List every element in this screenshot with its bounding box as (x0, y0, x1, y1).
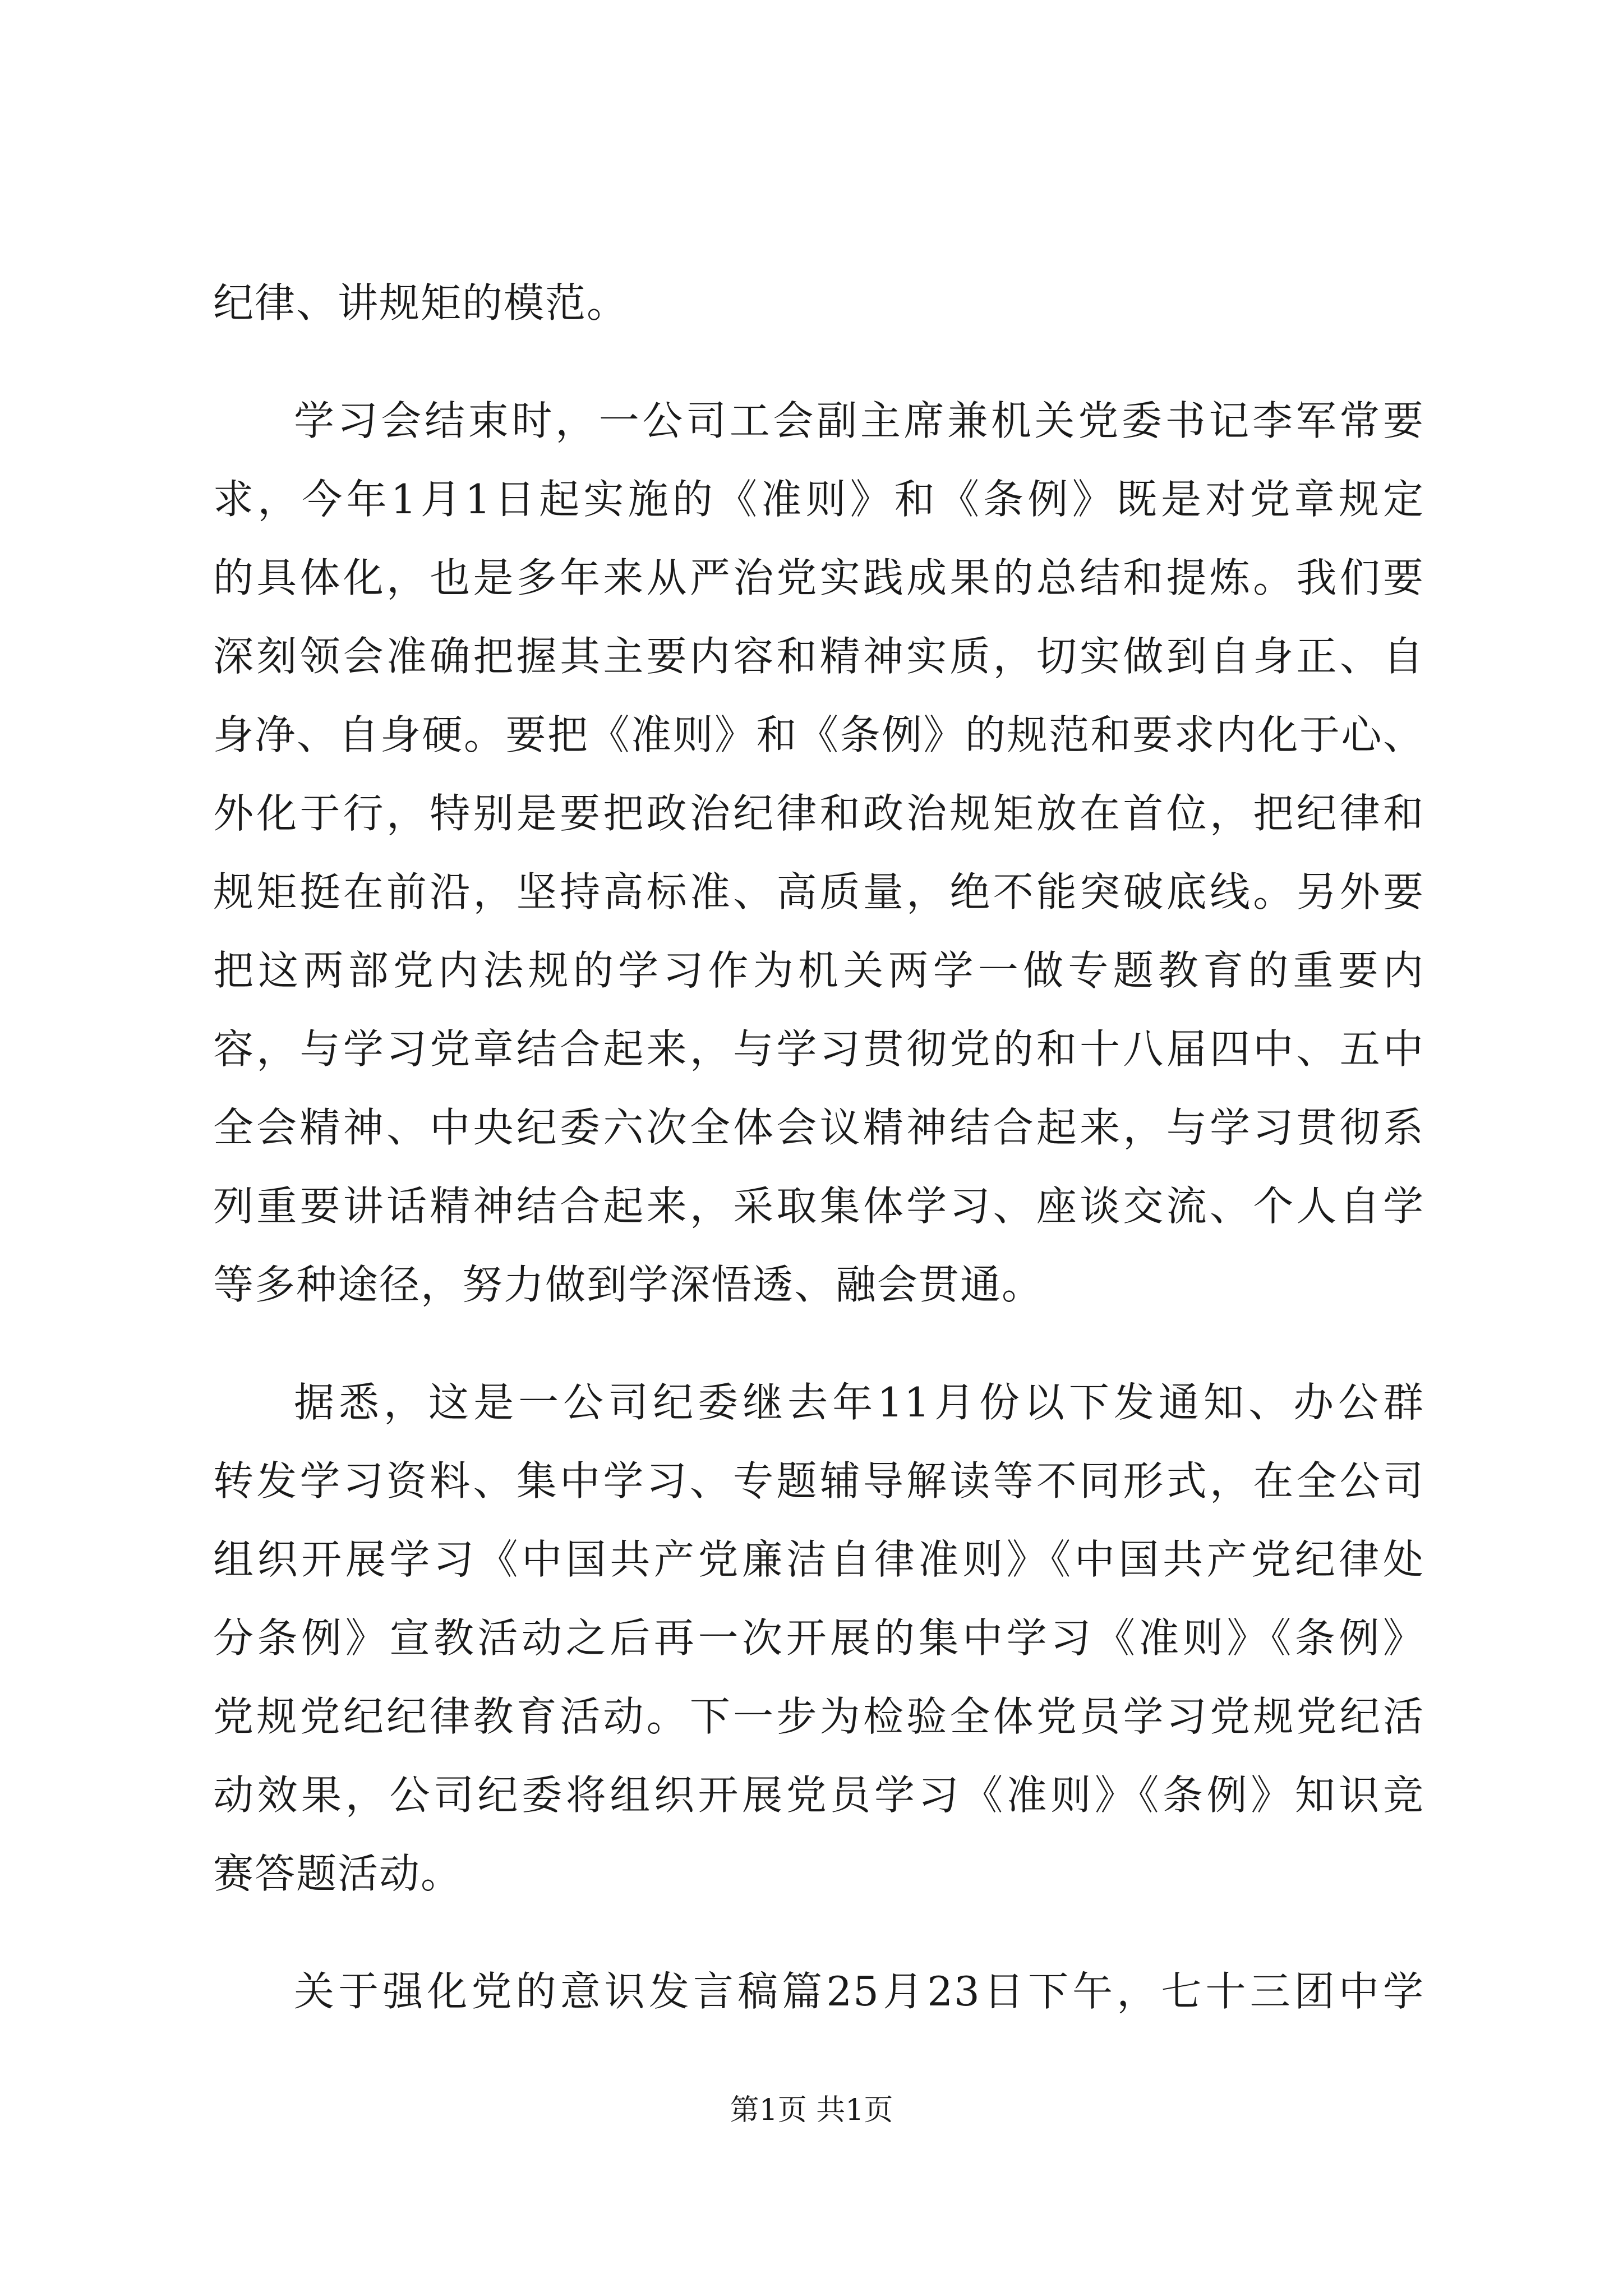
text-line: 外化于行，特别是要把政治纪律和政治规矩放在首位，把纪律和 (213, 790, 1424, 837)
text-line: 把这两部党内法规的学习作为机关两学一做专题教育的重要内 (213, 947, 1424, 994)
page-footer: 第1页 共1页 (730, 2093, 893, 2127)
text-line: 容，与学习党章结合起来，与学习贯彻党的和十八届四中、五中 (213, 1025, 1424, 1073)
text-line: 求，今年1月1日起实施的《准则》和《条例》既是对党章规定 (213, 476, 1424, 523)
text-line: 赛答题活动。 (213, 1850, 463, 1897)
text-line: 转发学习资料、集中学习、专题辅导解读等不同形式，在全公司 (213, 1457, 1424, 1504)
text-line: 学习会结束时，一公司工会副主席兼机关党委书记李军常要 (294, 397, 1424, 444)
text-line: 的具体化，也是多年来从严治党实践成果的总结和提炼。我们要 (213, 554, 1424, 601)
text-line: 关于强化党的意识发言稿篇25月23日下午，七十三团中学 (294, 1968, 1424, 2015)
text-line: 全会精神、中央纪委六次全体会议精神结合起来，与学习贯彻系 (213, 1104, 1424, 1151)
text-line: 等多种途径，努力做到学深悟透、融会贯通。 (213, 1261, 1044, 1308)
text-line: 身净、自身硬。要把《准则》和《条例》的规范和要求内化于心、 (213, 711, 1424, 758)
text-line: 规矩挺在前沿，坚持高标准、高质量，绝不能突破底线。另外要 (213, 868, 1424, 915)
text-line: 深刻领会准确把握其主要内容和精神实质，切实做到自身正、自 (213, 633, 1424, 680)
text-line: 纪律、讲规矩的模范。 (213, 279, 629, 326)
text-line: 动效果，公司纪委将组织开展党员学习《准则》《条例》知识竞 (213, 1772, 1424, 1819)
text-line: 据悉，这是一公司纪委继去年11月份以下发通知、办公群 (294, 1379, 1424, 1426)
text-line: 分条例》宣教活动之后再一次开展的集中学习《准则》《条例》 (213, 1614, 1424, 1662)
text-line: 党规党纪纪律教育活动。下一步为检验全体党员学习党规党纪活 (213, 1693, 1424, 1740)
text-line: 组织开展学习《中国共产党廉洁自律准则》《中国共产党纪律处 (213, 1536, 1424, 1583)
text-line: 列重要讲话精神结合起来，采取集体学习、座谈交流、个人自学 (213, 1182, 1424, 1230)
